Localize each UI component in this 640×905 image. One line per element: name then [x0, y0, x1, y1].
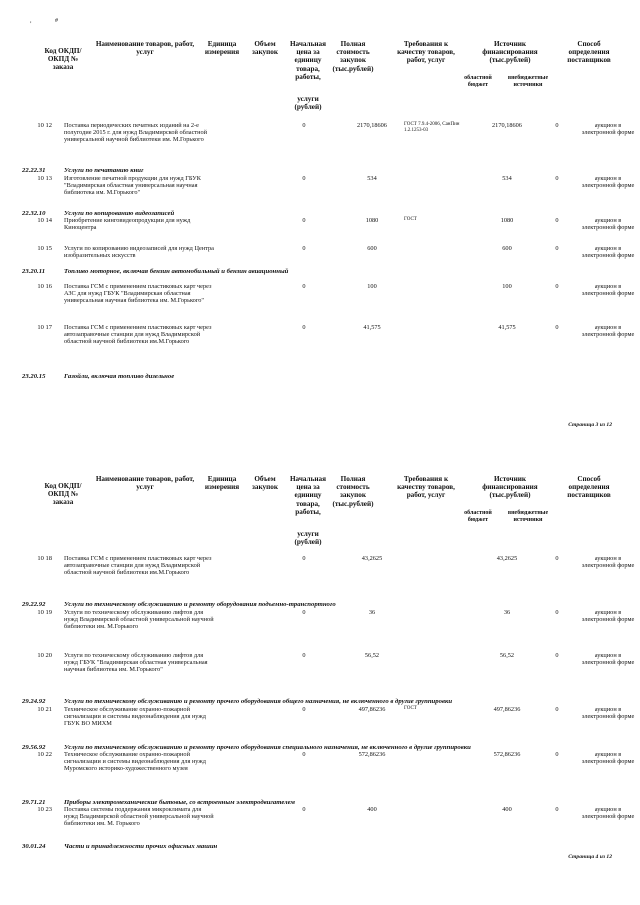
order-code: 10 17 [37, 324, 52, 331]
item-name: Услуги по техническому обслуживанию лифтов для нужд Владимирской областной универсальной научной библиотеки им. М.Горького [64, 609, 214, 631]
header-method: Способ определения поставщиков [567, 475, 611, 500]
extra-budget: 0 [555, 652, 559, 659]
header-method: Способ определения поставщиков [567, 40, 611, 65]
header-source-extra: внебюджетные источники [507, 510, 549, 523]
group-heading [22, 601, 336, 608]
total-cost: 2170,18606 [357, 122, 387, 129]
group-code: 29.71.21 [22, 799, 46, 806]
regional-budget: 1080 [500, 217, 514, 224]
header-volume: Объем закупок [252, 40, 278, 57]
extra-budget: 0 [555, 706, 559, 713]
group-heading [22, 843, 217, 850]
order-code: 10 22 [37, 751, 52, 758]
header-requirements: Требования к качеству товаров, работ, услуг [397, 475, 455, 500]
group-heading [22, 698, 452, 705]
regional-budget: 36 [503, 609, 511, 616]
extra-budget: 0 [555, 324, 559, 331]
group-code: 29.22.92 [22, 601, 46, 608]
procurement-method: аукцион в электронной форме [581, 555, 635, 569]
procurement-method: аукцион в электронной форме [581, 806, 635, 820]
regional-budget: 100 [502, 283, 512, 290]
group-title: Услуги по техническому обслуживанию и ремонту прочего оборудования специального назначения, не включенного в другие группировки [64, 744, 471, 751]
total-cost: 36 [368, 609, 376, 616]
regional-budget: 600 [502, 245, 512, 252]
header-requirements: Требования к качеству товаров, работ, услуг [397, 40, 455, 65]
item-name: Изготовление печатной продукции для нужд ГБУК "Владимирская областная универсальная научная библиотека им. М.Горького" [64, 175, 201, 197]
extra-budget: 0 [555, 751, 559, 758]
group-heading [22, 744, 471, 751]
corner-mark: , [30, 18, 32, 24]
unit-price: 0 [302, 751, 306, 758]
group-code: 22.32.10 [22, 210, 46, 217]
unit-price: 0 [302, 609, 306, 616]
unit-price: 0 [302, 245, 306, 252]
unit-price: 0 [302, 175, 306, 182]
total-cost: 56,52 [364, 652, 380, 659]
procurement-method: аукцион в электронной форме [581, 751, 635, 765]
group-title: Части и принадлежности прочих офисных машин [64, 843, 218, 850]
group-heading [22, 373, 174, 380]
item-name: Поставка ГСМ с применением пластиковых карт через АЗС для нужд ГБУК "Владимирская областная универсальная научная библиотека им. М.Горького" [64, 283, 212, 305]
order-code: 10 15 [37, 245, 52, 252]
extra-budget: 0 [555, 217, 559, 224]
item-name: Поставка системы поддержания микроклимата для нужд Владимирской областной универсальной научной библиотеки им. М. Горького [64, 806, 214, 828]
group-code: 29.56.92 [22, 744, 46, 751]
header-total: Полная стоимость закупок (тыс.рублей) [332, 40, 374, 73]
total-cost: 400 [367, 806, 377, 813]
procurement-method: аукцион в электронной форме [581, 175, 635, 189]
unit-price: 0 [302, 283, 306, 290]
total-cost: 600 [367, 245, 377, 252]
item-name: Поставка ГСМ с применением пластиковых карт через автозаправочные станции для нужд Владимирской областной научной библиотеки им.М.Горького [64, 555, 212, 577]
item-name: Услуги по копированию видеозаписей для нужд Центра изобразительных искусств [64, 245, 214, 260]
unit-price: 0 [302, 555, 306, 562]
total-cost: 497,86236 [358, 706, 386, 713]
regional-budget: 56,52 [499, 652, 515, 659]
page-number: Страница 4 из 12 [568, 854, 612, 860]
total-cost: 534 [367, 175, 377, 182]
corner-mark: # [55, 18, 58, 24]
order-code: 10 14 [37, 217, 52, 224]
procurement-method: аукцион в электронной форме [581, 652, 635, 666]
total-cost: 100 [367, 283, 377, 290]
header-code: Код ОКДП/ ОКПД № заказа [44, 482, 82, 507]
quality-requirements: ГОСТ [404, 217, 417, 222]
order-code: 10 18 [37, 555, 52, 562]
header-name: Наименование товаров, работ, услуг [95, 40, 195, 57]
total-cost: 572,86236 [358, 751, 386, 758]
procurement-method: аукцион в электронной форме [581, 217, 635, 231]
group-title: Газойли, включая топливо дизельное [64, 373, 175, 380]
procurement-method: аукцион в электронной форме [581, 324, 635, 338]
order-code: 10 13 [37, 175, 52, 182]
extra-budget: 0 [555, 555, 559, 562]
regional-budget: 497,86236 [493, 706, 521, 713]
page-number: Страница 3 из 12 [568, 422, 612, 428]
group-code: 23.20.15 [22, 373, 46, 380]
regional-budget: 2170,18606 [492, 122, 522, 129]
unit-price: 0 [302, 324, 306, 331]
procurement-method: аукцион в электронной форме [581, 706, 635, 720]
item-name: Услуги по техническому обслуживанию лифтов для нужд ГБУК "Владимирская областная универсальная научная библиотека им. М.Горького" [64, 652, 208, 674]
extra-budget: 0 [555, 609, 559, 616]
header-unit: Единица измерения [204, 40, 240, 57]
group-code: 29.24.92 [22, 698, 46, 705]
total-cost: 41,575 [363, 324, 381, 331]
procurement-method: аукцион в электронной форме [581, 283, 635, 297]
group-code: 22.22.31 [22, 167, 46, 174]
regional-budget: 572,86236 [493, 751, 521, 758]
group-heading [22, 210, 174, 217]
header-source: Источник финансирования (тыс.рублей) [482, 475, 538, 500]
item-name: Техническое обслуживание охранно-пожарной сигнализации и системы видеонаблюдения для нужд ГБУК ВО МИХМ [64, 706, 206, 728]
unit-price: 0 [302, 706, 306, 713]
regional-budget: 534 [502, 175, 512, 182]
item-name: Поставка периодических печатных изданий на 2-е полугодие 2015 г. для нужд Владимирской областной универсальной научной библиотеки им. М.Горького [64, 122, 208, 144]
regional-budget: 43,2625 [496, 555, 518, 562]
header-price-services: услуги (рублей) [294, 530, 322, 547]
order-code: 10 12 [37, 122, 52, 129]
order-code: 10 20 [37, 652, 52, 659]
procurement-method: аукцион в электронной форме [581, 122, 635, 136]
header-price: Начальная цена за единицу товара, работы, [289, 475, 327, 516]
procurement-method: аукцион в электронной форме [581, 245, 635, 259]
group-title: Услуги по печатанию книг [64, 167, 144, 174]
group-code: 30.01.24 [22, 843, 46, 850]
group-heading [22, 167, 144, 174]
item-name: Поставка ГСМ с применением пластиковых карт через автозаправочные станции для нужд Владимирской областной научной библиотеки им.М.Горького [64, 324, 212, 346]
unit-price: 0 [302, 217, 306, 224]
header-price: Начальная цена за единицу товара, работы, [289, 40, 327, 81]
total-cost: 1080 [365, 217, 379, 224]
procurement-method: аукцион в электронной форме [581, 609, 635, 623]
unit-price: 0 [302, 652, 306, 659]
order-code: 10 19 [37, 609, 52, 616]
extra-budget: 0 [555, 122, 559, 129]
quality-requirements: ГОСТ 7.9.4-2006, СанПин 1.2.1253-03 [404, 122, 460, 133]
header-name: Наименование товаров, работ, услуг [95, 475, 195, 492]
header-source-regional: областной бюджет [464, 75, 492, 88]
group-title: Топливо моторное, включая бензин автомобильный и бензин авиационный [64, 268, 289, 275]
regional-budget: 400 [502, 806, 512, 813]
header-code: Код ОКДП/ ОКПД № заказа [44, 47, 82, 72]
group-code: 23.20.11 [22, 268, 46, 275]
quality-requirements: ГОСТ [404, 706, 417, 711]
unit-price: 0 [302, 122, 306, 129]
extra-budget: 0 [555, 806, 559, 813]
header-volume: Объем закупок [252, 475, 278, 492]
order-code: 10 23 [37, 806, 52, 813]
item-name: Приобретение кинговидеопродукции для нужд Киноцентра [64, 217, 191, 232]
order-code: 10 16 [37, 283, 52, 290]
extra-budget: 0 [555, 175, 559, 182]
regional-budget: 41,575 [498, 324, 516, 331]
total-cost: 43,2625 [361, 555, 383, 562]
header-source-regional: областной бюджет [464, 510, 492, 523]
header-source-extra: внебюджетные источники [507, 75, 549, 88]
extra-budget: 0 [555, 245, 559, 252]
group-heading [22, 268, 288, 275]
item-name: Техническое обслуживание охранно-пожарной сигнализации и системы видеонаблюдения для нужд Муромского историко-художественного музея [64, 751, 206, 773]
header-total: Полная стоимость закупок (тыс.рублей) [332, 475, 374, 508]
header-source: Источник финансирования (тыс.рублей) [482, 40, 538, 65]
group-title: Приборы электромеханические бытовые, со встроенным электродвигателем [64, 799, 295, 806]
order-code: 10 21 [37, 706, 52, 713]
group-title: Услуги по техническому обслуживанию и ремонту оборудования подъемно-транспортного [64, 601, 336, 608]
group-title: Услуги по копированию видеозаписей [64, 210, 175, 217]
header-price-services: услуги (рублей) [294, 95, 322, 112]
header-unit: Единица измерения [204, 475, 240, 492]
group-title: Услуги по техническому обслуживанию и ремонту прочего оборудования общего назначения, не включенного в другие группировки [64, 698, 453, 705]
extra-budget: 0 [555, 283, 559, 290]
unit-price: 0 [302, 806, 306, 813]
group-heading [22, 799, 295, 806]
